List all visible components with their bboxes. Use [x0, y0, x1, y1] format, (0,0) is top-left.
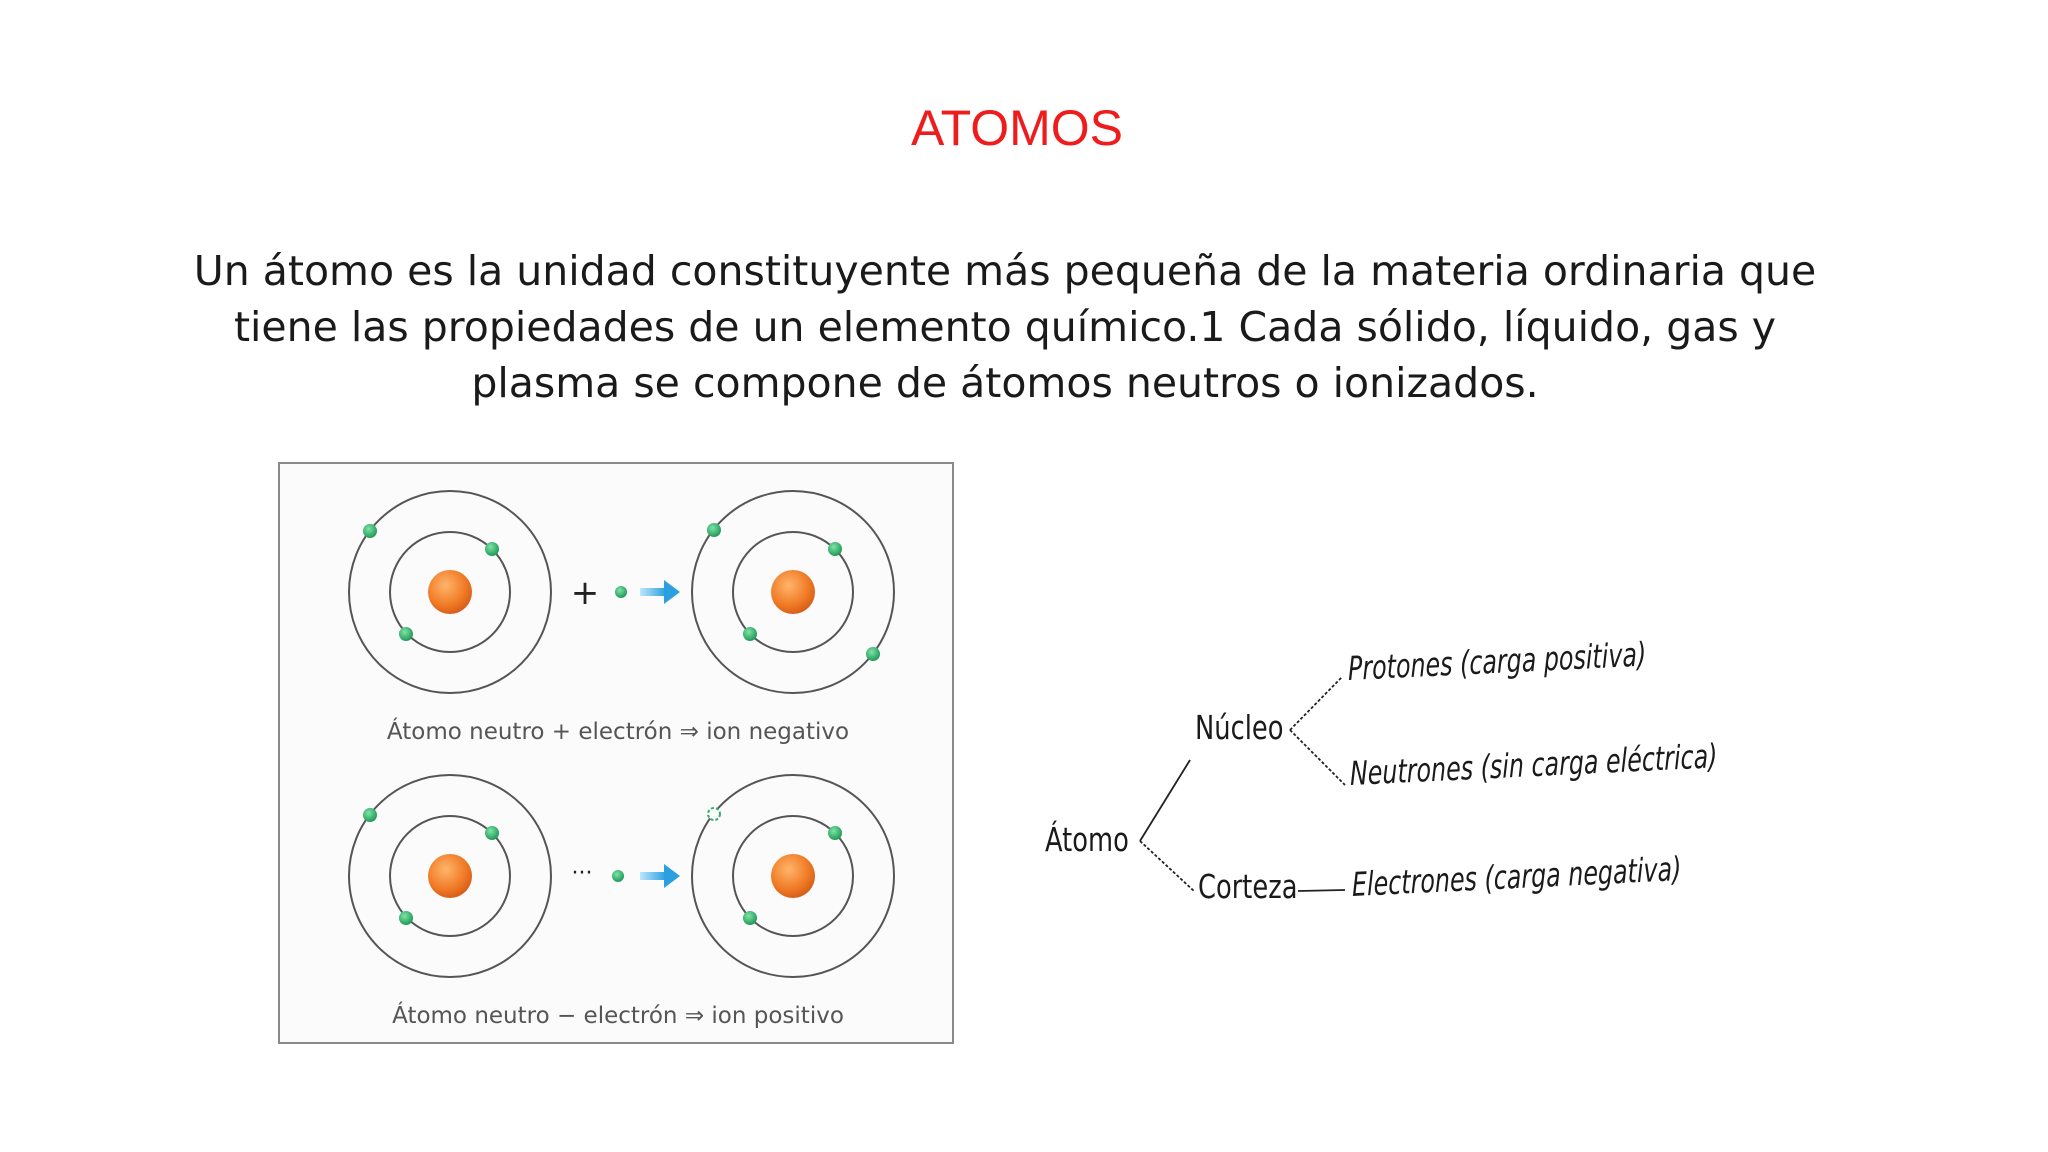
negative-ion [692, 491, 894, 693]
tree-node-nucleo: Núcleo [1195, 708, 1284, 747]
ion-diagram [280, 464, 956, 1046]
removed-electron [612, 870, 624, 882]
neutral-atom-bottom [349, 775, 551, 977]
arrow-icon [640, 580, 680, 604]
electron [363, 524, 377, 538]
tree-node-atomo: Átomo [1045, 820, 1129, 859]
connector-atomo-corteza [1140, 841, 1195, 892]
electron [707, 523, 721, 537]
connector-nucleo-protones [1290, 677, 1342, 730]
electron [485, 826, 499, 840]
nucleus [428, 854, 472, 898]
connector-atomo-nucleo [1140, 760, 1190, 841]
tree-node-corteza: Corteza [1198, 867, 1298, 906]
ion-formation-figure [278, 462, 954, 1044]
tree-node-protones: Protones (carga positiva) [1347, 634, 1647, 688]
atom-structure-tree [1030, 620, 1750, 940]
electron [399, 911, 413, 925]
electron [485, 542, 499, 556]
electron [399, 627, 413, 641]
neutral-atom-top [349, 491, 551, 693]
slide-title: ATOMOS [910, 100, 1124, 156]
nucleus [428, 570, 472, 614]
caption-positive-ion: Átomo neutro − electrón ⇒ ion positivo [392, 1003, 844, 1029]
ellipsis-sign: ··· [571, 861, 593, 886]
electron-vacancy [708, 808, 720, 820]
free-electron [615, 586, 627, 598]
electron [828, 826, 842, 840]
positive-ion [692, 775, 894, 977]
plus-sign: + [570, 573, 600, 613]
electron [363, 808, 377, 822]
connector-nucleo-neutrones [1290, 730, 1345, 785]
tree-node-neutrones: Neutrones (sin carga eléctrica) [1349, 736, 1718, 793]
tree-node-electrones: Electrones (carga negativa) [1351, 849, 1682, 904]
connector-corteza-electrones [1298, 890, 1345, 891]
nucleus [771, 570, 815, 614]
electron [866, 647, 880, 661]
electron [743, 911, 757, 925]
nucleus [771, 854, 815, 898]
atom-definition: Un átomo es la unidad constituyente más pequeña de la materia ordinaria que tiene las propiedades de un elemento químico.1 Cada sólido, líquido, gas y plasma se compone de átomos neutros o ionizados. [193, 247, 1817, 407]
caption-negative-ion: Átomo neutro + electrón ⇒ ion negativo [386, 719, 850, 745]
electron [743, 627, 757, 641]
arrow-icon [640, 864, 680, 888]
electron [828, 542, 842, 556]
